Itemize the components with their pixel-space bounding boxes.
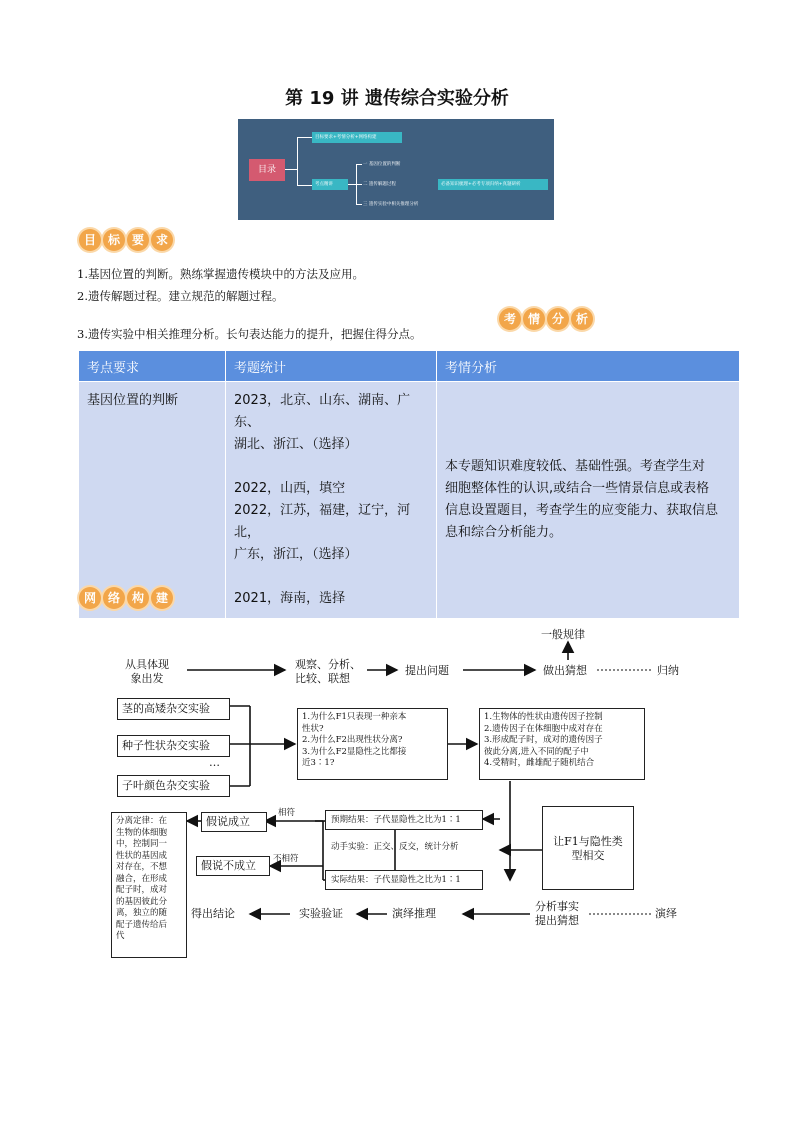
general-law-label: 一般规律 bbox=[541, 628, 585, 641]
observe-label: 观察、分析、 比较、联想 bbox=[295, 658, 361, 685]
toc-sub-item: 一 基因位置的判断 bbox=[363, 162, 401, 167]
predicted-result-box: 预期结果：子代显隐性之比为1∶1 bbox=[325, 810, 483, 830]
hypotheses-box: 1.生物体的性状由遗传因子控制 2.遗传因子在体细胞中成对存在 3.形成配子时，成对的遗传因子 彼此分离,进入不同的配子中 4.受精时，雌雄配子随机结合 bbox=[479, 708, 645, 780]
hypothesis-label: 做出猜想 bbox=[543, 664, 587, 677]
questions-box: 1.为什么F1只表现一种亲本 性状? 2.为什么F2出现性状分离? 3.为什么F2显隐性之比都接 近3∶1? bbox=[297, 708, 448, 780]
table-cell-analysis: 本专题知识难度较低、基础性强。考查学生对 细胞整体性的认识,或结合一些情景信息或表格 信息设置题目，考查学生的应变能力、获取信息 息和综合分析能力。 bbox=[437, 382, 740, 619]
hypothesis-true-box: 假说成立 bbox=[201, 812, 267, 832]
toc-diagram bbox=[238, 119, 554, 220]
goal-badge: 目 标 要 求 bbox=[79, 229, 173, 251]
network-badge: 网 络 构 建 bbox=[79, 587, 173, 609]
analysis-badge: 考 情 分 析 bbox=[499, 308, 593, 330]
table-header: 考题统计 bbox=[226, 351, 437, 382]
deduce-label: 演绎推理 bbox=[392, 907, 436, 920]
toc-item: 考点精讲 bbox=[312, 179, 348, 190]
toc-sub-item: 二 遗传解题过程 bbox=[363, 182, 396, 187]
actual-result-box: 实际结果：子代显隐性之比为1∶1 bbox=[325, 870, 483, 890]
experiment-box: 子叶颜色杂交实验 bbox=[117, 775, 230, 797]
toc-item: 目标要求+考情分析+网络构建 bbox=[312, 132, 402, 143]
goal-line-3: 3.遗传实验中相关推理分析。长句表达能力的提升，把握住得分点。 bbox=[77, 327, 422, 341]
exam-analysis-table bbox=[78, 350, 740, 619]
goal-line-1: 1.基因位置的判断。熟练掌握遗传模块中的方法及应用。 bbox=[77, 267, 364, 281]
experiment-box: 种子性状杂交实验 bbox=[117, 735, 230, 757]
page-title: 第 19 讲 遗传综合实验分析 bbox=[285, 88, 509, 109]
table-cell-point: 基因位置的判断 bbox=[79, 382, 226, 619]
verify-label: 实验验证 bbox=[299, 907, 343, 920]
nomatch-label: 不相符 bbox=[273, 854, 299, 864]
testcross-box: 让F1与隐性类 型相交 bbox=[542, 806, 634, 890]
mendel-flowchart bbox=[105, 628, 695, 960]
toc-mulu: 目录 bbox=[249, 159, 285, 181]
toc-sub-item: 三 遗传实验中相关推理分析 bbox=[363, 202, 419, 207]
start-label: 从具体现 象出发 bbox=[125, 658, 169, 685]
induction-label: 归纳 bbox=[657, 664, 679, 677]
experiment-label: 动手实验：正交、反交，统计分析 bbox=[331, 842, 459, 852]
deduction-label: 演绎 bbox=[655, 907, 677, 920]
conclusion-label: 得出结论 bbox=[191, 907, 235, 920]
segregation-law-box: 分离定律：在 生物的体细胞 中，控制同一 性状的基因成 对存在，不想 融合，在形成 配子时，成对 的基因彼此分 离，独立的随 配子遗传给后 代 bbox=[111, 812, 187, 958]
match-label: 相符 bbox=[278, 808, 296, 818]
table-row bbox=[79, 382, 740, 619]
hypothesis-false-box: 假说不成立 bbox=[196, 856, 270, 876]
table-header: 考点要求 bbox=[79, 351, 226, 382]
experiment-box: 茎的高矮杂交实验 bbox=[117, 698, 230, 720]
question-label: 提出问题 bbox=[405, 664, 449, 677]
table-header: 考情分析 bbox=[437, 351, 740, 382]
ellipsis: … bbox=[209, 756, 220, 769]
toc-item: 必备知识梳理+必考专项归纳+真题研析 bbox=[438, 179, 548, 190]
goal-line-2: 2.遗传解题过程。建立规范的解题过程。 bbox=[77, 289, 284, 303]
analyze-label: 分析事实 提出猜想 bbox=[535, 900, 579, 927]
table-cell-stats: 2023，北京、山东、湖南、广东、 湖北、浙江、（选择） 2022，山西，填空 2022，江苏，福建，辽宁，河北， 广东，浙江，（选择） 2021，海南，选择 bbox=[226, 382, 437, 619]
